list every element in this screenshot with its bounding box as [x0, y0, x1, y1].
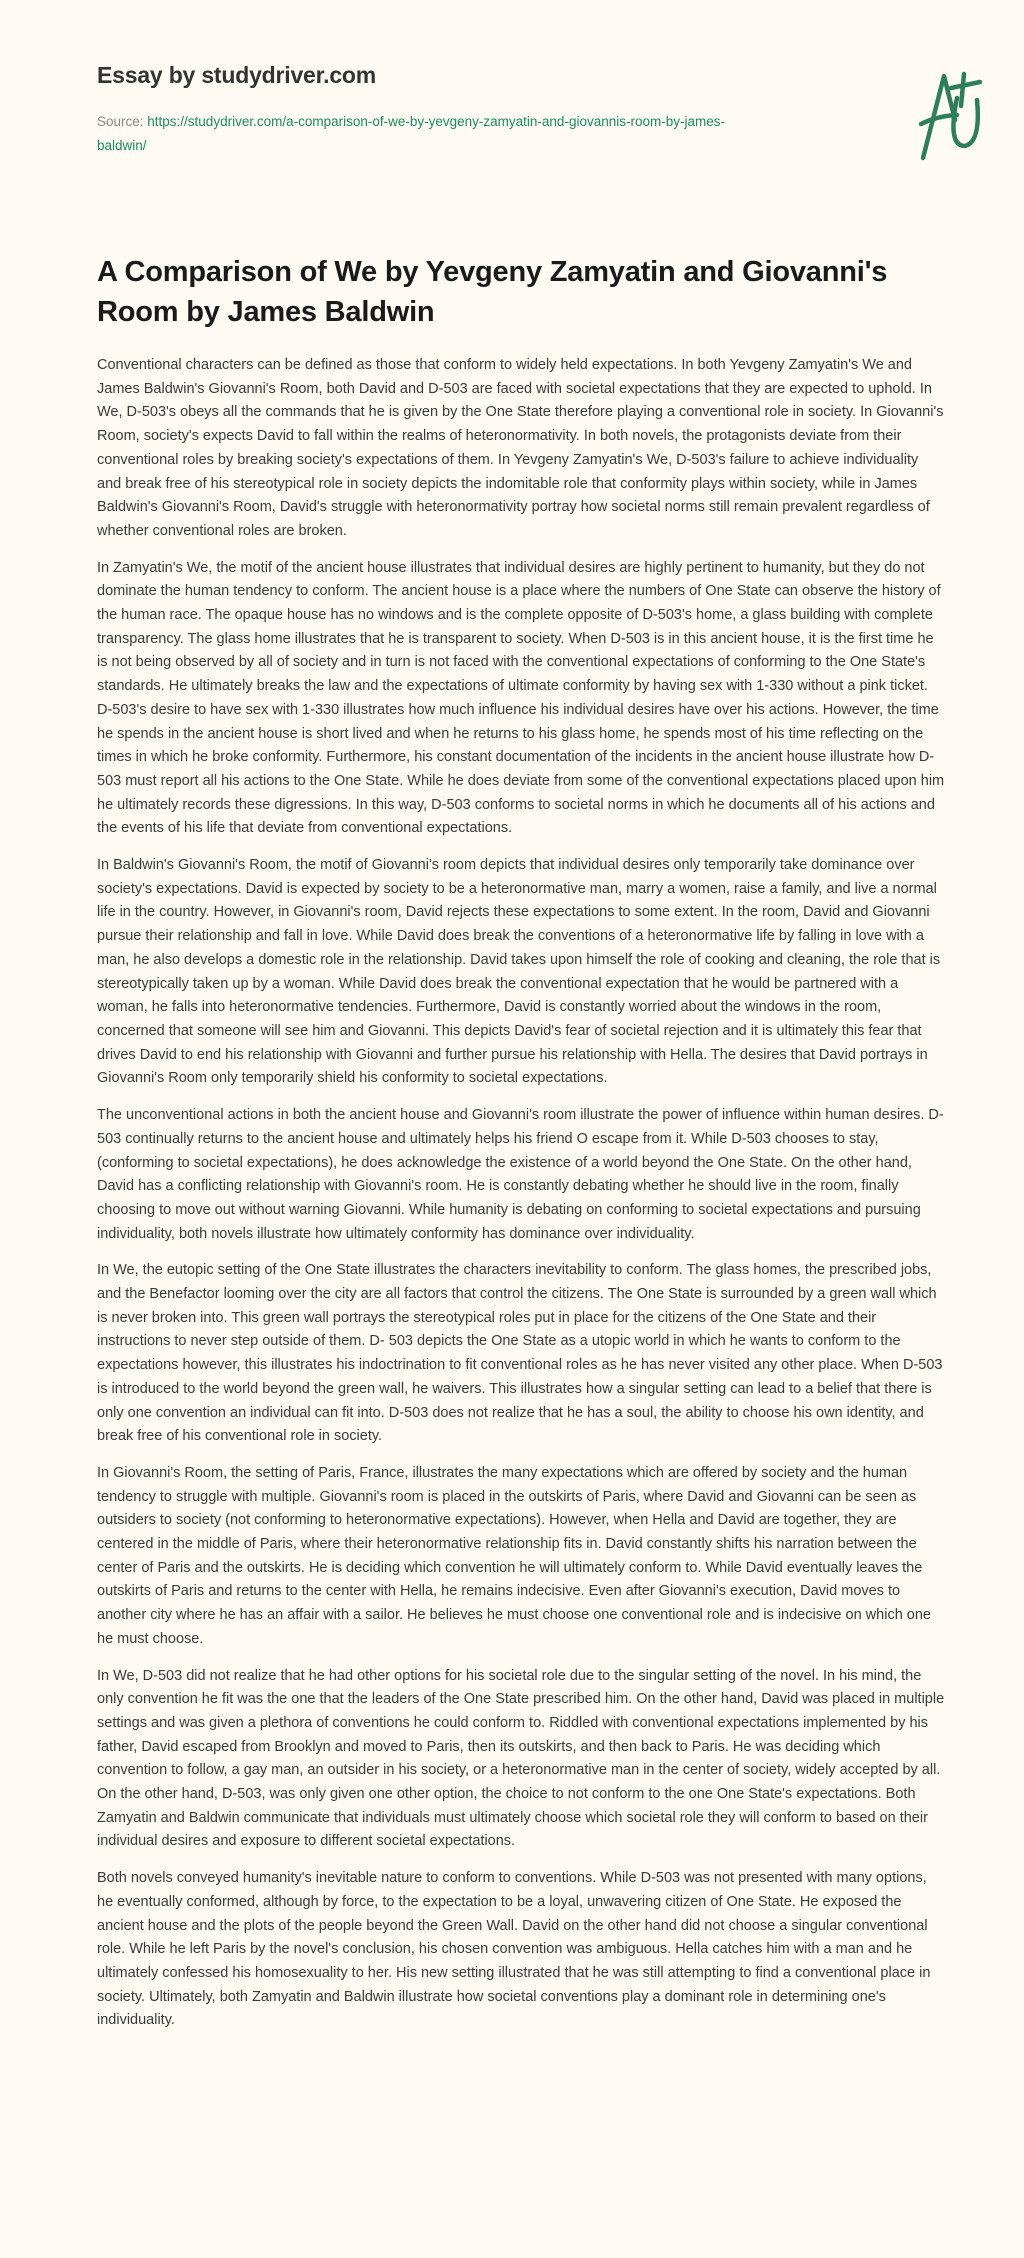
essay-title: A Comparison of We by Yevgeny Zamyatin and Giovanni's Room by James Baldwin [97, 256, 888, 328]
paragraph: In Baldwin's Giovanni's Room, the motif of Giovanni's room depicts that individual desires only temporarily take dominance over society's expectations. David is expected by society to be a heteronormative man, marry a women, raise a family, and live a normal life in the country. However, in Giovanni's room, David rejects these expectations to some extent. In the room, David and Giovanni pursue their relationship and fall in love. While David does break the conventions of a heteronormative life by falling in love with a man, he also develops a domestic role in the relationship. David takes upon himself the role of cooking and cleaning, the role that is stereotypically taken up by a woman. While David does break the conventional expectation that he would be partnered with a woman, he falls into heteronormative tendencies. Furthermore, David is constantly worried about the windows in the room, concerned that someone will see him and Giovanni. This depicts David's fear of societal rejection and it is ultimately this fear that drives David to end his relationship with Giovanni and further pursue his relationship with Hella. The desires that David portrays in Giovanni's Room only temporarily shield his conformity to societal expectations. [97, 857, 941, 1087]
paragraph: In We, the eutopic setting of the One State illustrates the characters inevitability to conform. The glass homes, the prescribed jobs, and the Benefactor looming over the city are all factors that control the citizens. The One State is surrounded by a green wall which is never broken into. This green wall portrays the stereotypical roles put in place for the citizens of the One State and their instructions to never step outside of them. D- 503 depicts the One State as a utopic world in which he wants to conform to the expectations however, this illustrates his indoctrination to fit conventional roles as he has never visited any other place. When D-503 is introduced to the world beyond the green wall, he waivers. This illustrates how a singular setting can lead to a belief that there is only one convention an individual can fit into. D-503 does not realize that he has a soul, the ability to choose his own identity, and break free of his conventional role in society. [97, 1262, 943, 1445]
paragraph: In Giovanni's Room, the setting of Paris, France, illustrates the many expectations which are offered by society and the human tendency to struggle with multiple. Giovanni's room is placed in the outskirts of Paris, where David and Giovanni can be seen as outsiders to society (not conforming to heteronormative expectations). However, when Hella and David are together, they are centered in the middle of Paris, where their heteronormative relationship fits in. David constantly shifts his narration between the center of Paris and the outskirts. He is deciding which convention he will ultimately conform to. While David eventually leaves the outskirts of Paris and returns to the center with Hella, he remains indecisive. Even after Giovanni's execution, David moves to another city where he has an affair with a sailor. He believes he must choose one conventional role and is indecisive on which one he must choose. [97, 1464, 931, 1647]
paragraph: Conventional characters can be defined as those that conform to widely held expectations. In both Yevgeny Zamyatin's We and James Baldwin's Giovanni's Room, both David and D-503 are faced with societal expectations that they are expected to uphold. In We, D-503's obeys all the commands that he is given by the One State therefore playing a conventional role in society. In Giovanni's Room, society's expects David to fall within the realms of heteronormativity. In both novels, the protagonists deviate from their conventional roles by breaking society's expectations of them. In Yevgeny Zamyatin's We, D-503's failure to achieve individuality and break free of his stereotypical role in society depicts the indomitable role that conformity plays within society, while in James Baldwin's Giovanni's Room, David's struggle with heteronormativity portray how societal norms still remain prevalent regardless of whether conventional roles are broken. [97, 357, 944, 539]
a-plus-logo-icon [917, 68, 987, 168]
paragraph: In Zamyatin's We, the motif of the ancient house illustrates that individual desires are highly pertinent to humanity, but they do not dominate the human tendency to conform. The ancient house is a place where the numbers of One State can observe the history of the human race. The opaque house has no windows and is the complete opposite of D-503's home, a glass building with complete transparency. The glass home illustrates that he is transparent to society. When D-503 is in this ancient house, it is the first time he is not being observed by all of society and in turn is not faced with the conventional expectations of conforming to the One State's standards. He ultimately breaks the law and the expectations of ultimate conformity by having sex with 1-330 without a pink ticket. D-503's desire to have sex with 1-330 illustrates how much influence his individual desires have over his actions. However, the time he spends in the ancient house is short lived and when he returns to his glass home, he spends most of his time reflecting on the times in which he broke conformity. Furthermore, his constant documentation of the incidents in the ancient house illustrate how D-503 must report all his actions to the One State. While he does deviate from some of the conventional expectations placed upon him he ultimately records these digressions. In this way, D-503 conforms to societal norms in which he documents all of his actions and the events of his life that deviate from conventional expectations. [97, 559, 945, 837]
paragraph: The unconventional actions in both the ancient house and Giovanni's room illustrate the power of influence within human desires. D-503 continually returns to the ancient house and ultimately helps his friend O escape from it. While D-503 chooses to stay, (conforming to societal expectations), he does acknowledge the existence of a world beyond the One State. On the other hand, David has a conflicting relationship with Giovanni's room. He is constantly debating whether he should live in the room, finally choosing to move out without warning Giovanni. While humanity is debating on conforming to societal expectations and pursuing individuality, both novels illustrate how ultimately conformity has dominance over individuality. [97, 1107, 944, 1242]
essay-body [97, 354, 945, 2046]
source-link[interactable]: https://studydriver.com/a-comparison-of-we-by-yevgeny-zamyatin-and-giovannis-room-by-james-baldwin/ [97, 114, 725, 153]
source-label: Source: [97, 114, 148, 129]
site-brand: Essay by studydriver.com [97, 62, 377, 88]
paragraph: Both novels conveyed humanity's inevitable nature to conform to conventions. While D-503 was not presented with many options, he eventually conformed, although by force, to the expectation to be a loyal, unwavering citizen of One State. He exposed the ancient house and the plots of the people beyond the Green Wall. David on the other hand did not choose a singular conventional role. While he left Paris by the novel's conclusion, his chosen convention was ambiguous. Hella catches him with a man and he ultimately confessed his homosexuality to her. His new setting illustrated that he was still attempting to find a conventional place in society. Ultimately, both Zamyatin and Baldwin illustrate how societal conventions play a dominant role in determining one's individuality. [97, 1870, 931, 2029]
source-line [97, 110, 737, 158]
paragraph: In We, D-503 did not realize that he had other options for his societal role due to the singular setting of the novel. In his mind, the only convention he fit was the one that the leaders of the One State prescribed him. On the other hand, David was placed in multiple settings and was given a plethora of conventions he could conform to. Riddled with conventional expectations implemented by his father, David escaped from Brooklyn and moved to Paris, then its outskirts, and then back to Paris. He was deciding which convention to follow, a gay man, an outsider in his society, or a heteronormative man in the center of society, widely accepted by all. On the other hand, D-503, was only given one other option, the choice to not conform to the one One State's expectations. Both Zamyatin and Baldwin communicate that individuals must ultimately choose which societal role they will conform to based on their individual desires and exposure to different societal expectations. [97, 1667, 945, 1850]
